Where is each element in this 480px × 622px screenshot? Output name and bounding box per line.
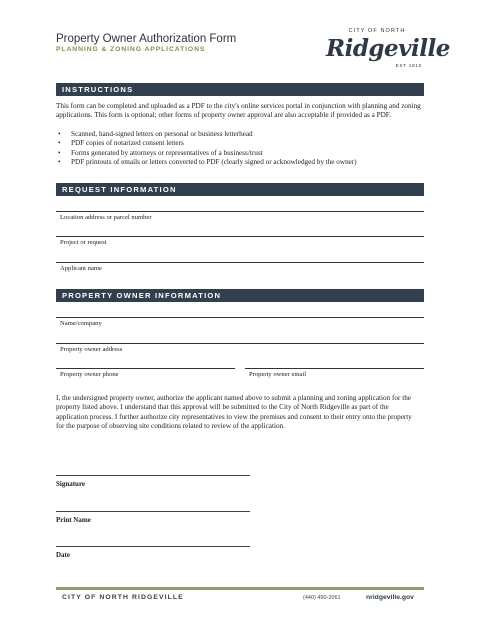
logo-wordmark: Ridgeville (326, 35, 450, 62)
location-field[interactable] (56, 211, 424, 221)
request-heading: REQUEST INFORMATION (56, 183, 424, 196)
print-name-line[interactable] (56, 511, 250, 512)
instructions-text: This form can be completed and uploaded as a PDF to the city's online services portal in conjunction with planning and zoning applications. This form is optional; other forms of property owner approval are also acceptable if provided as a PDF. (56, 102, 421, 120)
list-item: • Forms generated by attorneys or representatives of a business/trust (56, 149, 422, 158)
form-title: Property Owner Authorization Form (56, 33, 237, 45)
list-item: • Scanned, hand-signed letters on personal or business letterhead (56, 130, 422, 139)
logo-top-text: CITY OF NORTH (348, 28, 406, 34)
footer-divider (56, 587, 424, 590)
authorization-text: I, the undersigned property owner, authorize the applicant named above to submit a planning and zoning application for the property listed above. I understand that this approval will be submitted to the City of North Ridgeville as part of the application process. I further authorize city representatives to view the premises and consent to their entry onto the property for the purpose of observing site conditions related to review of the application. (56, 394, 412, 431)
city-logo (326, 28, 450, 78)
footer-website-link[interactable]: nridgeville.gov (366, 594, 414, 601)
logo-established: EST 1810 (395, 63, 422, 68)
applicant-field[interactable] (56, 262, 424, 272)
date-line[interactable] (56, 546, 250, 547)
owner-address-label: Property owner address (60, 346, 123, 353)
owner-email-label: Property owner email (249, 371, 307, 378)
footer-org: CITY OF NORTH RIDGEVILLE (62, 594, 184, 601)
owner-address-field[interactable] (56, 343, 424, 353)
signature-line[interactable] (56, 475, 250, 476)
form-subtitle: PLANNING & ZONING APPLICATIONS (56, 46, 206, 53)
location-label: Location address or parcel number (60, 214, 152, 221)
print-name-label: Print Name (56, 516, 91, 524)
owner-heading: PROPERTY OWNER INFORMATION (56, 289, 424, 302)
owner-phone-field[interactable] (56, 368, 235, 378)
owner-email-field[interactable] (245, 368, 424, 378)
applicant-label: Applicant name (60, 265, 102, 272)
owner-phone-label: Property owner phone (60, 371, 119, 378)
list-item: • PDF copies of notarized consent letters (56, 139, 422, 148)
signature-label: Signature (56, 480, 86, 488)
footer-phone: (440) 490-2061 (303, 595, 341, 601)
instructions-list (56, 130, 422, 168)
owner-name-label: Name/company (60, 320, 102, 327)
owner-name-field[interactable] (56, 317, 424, 327)
project-field[interactable] (56, 236, 424, 246)
date-label: Date (56, 551, 70, 559)
instructions-heading: INSTRUCTIONS (56, 83, 424, 96)
project-label: Project or request (60, 239, 107, 246)
list-item: • PDF printouts of emails or letters converted to PDF (clearly signed or acknowledged by the owner) (56, 158, 422, 167)
